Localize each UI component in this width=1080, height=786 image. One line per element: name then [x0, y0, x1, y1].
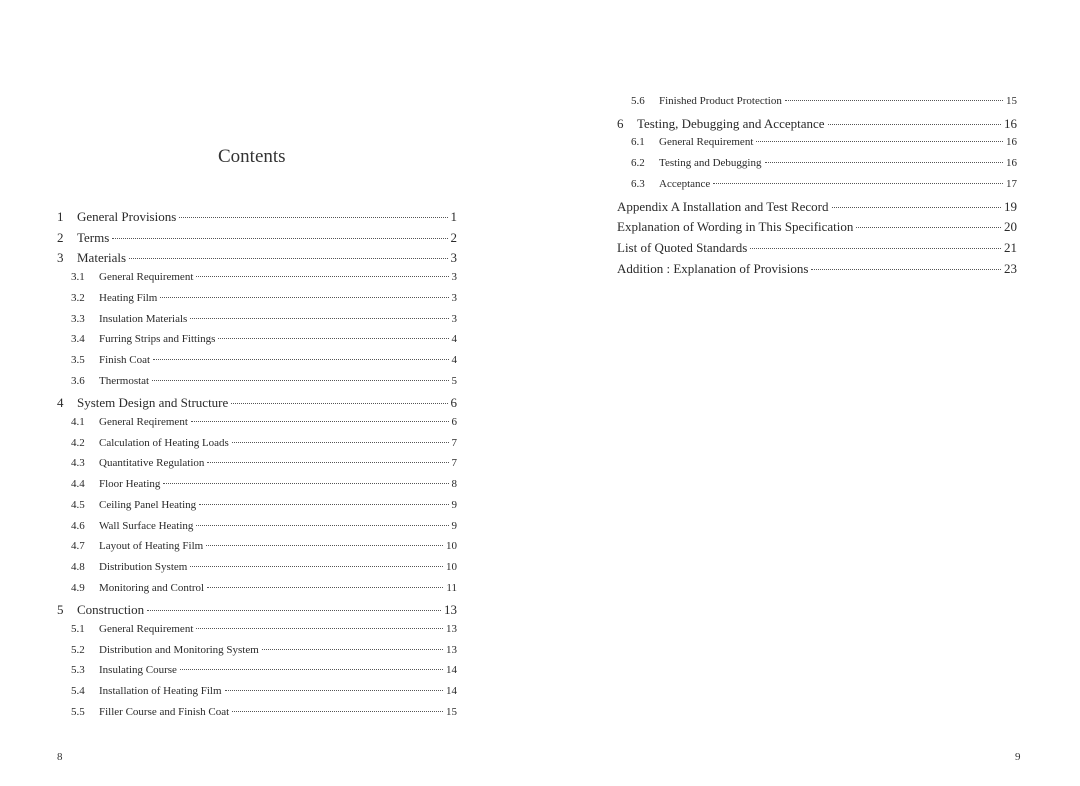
toc-entry	[617, 240, 1017, 256]
toc-entry-title: Explanation of Wording in This Specification	[617, 219, 854, 235]
toc-leader-dots	[163, 483, 448, 484]
toc-entry-page: 21	[1004, 239, 1017, 255]
toc-entry-title: General Requirement	[99, 623, 194, 635]
toc-entry	[617, 136, 1017, 148]
toc-entry-title: Distribution and Monitoring System	[99, 643, 259, 656]
toc-entry-number: 5.4	[71, 685, 85, 698]
toc-leader-dots	[147, 610, 441, 611]
toc-entry-page: 3	[451, 271, 457, 284]
toc-entry	[57, 209, 457, 225]
toc-entry-number: 3.5	[71, 353, 85, 366]
toc-entry	[57, 375, 457, 387]
toc-entry-page: 4	[451, 353, 457, 366]
toc-left	[57, 0, 457, 786]
toc-entry	[57, 271, 457, 283]
toc-entry-title: Monitoring and Control	[99, 581, 205, 594]
toc-entry-page: 3	[451, 312, 457, 325]
toc-entry-title: Furring Strips and Fittings	[99, 333, 216, 346]
toc-leader-dots	[232, 442, 449, 443]
toc-entry-title: Materials	[77, 250, 127, 266]
toc-entry	[57, 313, 457, 325]
toc-entry-number: 3.1	[71, 271, 85, 284]
toc-entry	[617, 261, 1017, 277]
toc-leader-dots	[153, 359, 448, 360]
toc-leader-dots	[196, 628, 443, 629]
toc-leader-dots	[112, 238, 447, 239]
toc-entry-title: General Reqirement	[99, 416, 188, 428]
toc-leader-dots	[750, 248, 1001, 249]
toc-leader-dots	[811, 269, 1001, 270]
toc-entry-number: 4.6	[71, 519, 85, 532]
toc-entry-title: Wall Surface Heating	[99, 519, 194, 532]
toc-entry	[57, 230, 457, 246]
toc-entry-title: Testing, Debugging and Acceptance	[637, 115, 825, 131]
toc-entry-number: 3.2	[71, 291, 85, 304]
toc-leader-dots	[207, 587, 443, 588]
toc-entry	[57, 250, 457, 266]
toc-entry-page: 7	[451, 457, 457, 470]
toc-entry-number: 5.3	[71, 664, 85, 677]
toc-entry	[57, 478, 457, 490]
toc-entry-number: 4.7	[71, 540, 85, 553]
toc-entry-page: 14	[446, 664, 457, 677]
toc-entry-number: 4.5	[71, 498, 85, 511]
toc-leader-dots	[785, 100, 1003, 101]
toc-entry-title: Testing and Debugging	[659, 157, 762, 170]
toc-entry-title: Calculation of Heating Loads	[99, 436, 229, 449]
toc-entry-page: 7	[451, 436, 457, 449]
toc-leader-dots	[218, 338, 448, 339]
toc-entry-number: 2	[57, 229, 64, 245]
toc-entry-number: 4	[57, 395, 64, 411]
toc-entry-title: Finish Coat	[99, 353, 151, 366]
toc-entry-page: 10	[446, 560, 457, 573]
toc-leader-dots	[160, 297, 448, 298]
toc-entry-title: Heating Film	[99, 291, 158, 304]
toc-entry-title: Thermostat	[99, 374, 150, 387]
toc-leader-dots	[231, 403, 447, 404]
toc-leader-dots	[832, 207, 1001, 208]
toc-entry	[57, 685, 457, 697]
toc-entry	[57, 354, 457, 366]
toc-entry-page: 8	[451, 478, 457, 491]
toc-entry	[617, 199, 1017, 215]
toc-entry	[57, 664, 457, 676]
toc-entry-number: 5.1	[71, 623, 85, 635]
toc-entry-page: 11	[446, 581, 457, 594]
toc-entry	[57, 333, 457, 345]
toc-leader-dots	[196, 525, 448, 526]
toc-entry	[617, 157, 1017, 169]
toc-entry-title: System Design and Structure	[77, 395, 229, 411]
toc-leader-dots	[196, 276, 448, 277]
toc-entry-page: 6	[451, 416, 457, 428]
toc-leader-dots	[713, 183, 1003, 184]
toc-entry-page: 1	[450, 209, 457, 224]
toc-entry-page: 13	[446, 643, 457, 656]
toc-entry-title: Layout of Heating Film	[99, 540, 204, 553]
toc-entry	[57, 457, 457, 469]
toc-entry-number: 3.4	[71, 333, 85, 346]
toc-entry	[57, 706, 457, 718]
toc-leader-dots	[190, 566, 443, 567]
toc-entry-title: Addition : Explanation of Provisions	[617, 260, 809, 276]
toc-entry-title: Finished Product Protection	[659, 95, 782, 107]
toc-leader-dots	[129, 258, 447, 259]
toc-entry-page: 3	[451, 291, 457, 304]
toc-entry-number: 1	[57, 209, 64, 224]
toc-entry-number: 4.8	[71, 560, 85, 573]
toc-entry-page: 16	[1004, 115, 1017, 131]
toc-entry	[57, 561, 457, 573]
toc-entry-title: General Requirement	[99, 271, 194, 284]
toc-entry	[57, 292, 457, 304]
toc-leader-dots	[191, 421, 449, 422]
toc-leader-dots	[828, 124, 1001, 125]
toc-entry-title: Insulation Materials	[99, 312, 188, 325]
toc-entry-title: Ceiling Panel Heating	[99, 498, 197, 511]
toc-entry	[617, 219, 1017, 235]
toc-entry-number: 6.2	[631, 157, 645, 170]
toc-entry-title: List of Quoted Standards	[617, 239, 748, 255]
toc-entry-page: 2	[450, 229, 457, 245]
toc-entry-title: Floor Heating	[99, 478, 161, 491]
toc-entry-title: Acceptance	[659, 177, 711, 190]
toc-entry-number: 5.6	[631, 95, 645, 107]
toc-entry-page: 23	[1004, 260, 1017, 276]
toc-entry-page: 15	[446, 705, 457, 718]
toc-entry-title: Installation of Heating Film	[99, 685, 222, 698]
toc-entry-page: 3	[450, 250, 457, 266]
contents-heading: Contents	[218, 146, 286, 167]
toc-entry	[57, 395, 457, 411]
toc-entry-title: Appendix A Installation and Test Record	[617, 198, 829, 214]
toc-entry	[57, 437, 457, 449]
toc-entry-number: 3.6	[71, 374, 85, 387]
toc-entry	[57, 416, 457, 428]
toc-leader-dots	[207, 462, 448, 463]
toc-leader-dots	[190, 318, 448, 319]
toc-entry-page: 16	[1006, 136, 1017, 149]
toc-entry-number: 4.1	[71, 416, 85, 428]
toc-entry-page: 15	[1006, 95, 1017, 107]
toc-leader-dots	[180, 669, 443, 670]
toc-entry-number: 4.2	[71, 436, 85, 449]
toc-entry	[617, 95, 1017, 107]
toc-entry-page: 4	[451, 333, 457, 346]
toc-entry-number: 4.4	[71, 478, 85, 491]
toc-entry-page: 20	[1004, 219, 1017, 235]
toc-entry	[57, 644, 457, 656]
toc-entry-title: Construction	[77, 602, 145, 618]
toc-entry-title: Quantitative Regulation	[99, 457, 205, 470]
toc-entry-page: 5	[451, 374, 457, 387]
toc-entry-page: 9	[451, 519, 457, 532]
toc-leader-dots	[765, 162, 1004, 163]
toc-entry-page: 9	[451, 498, 457, 511]
toc-leader-dots	[225, 690, 443, 691]
toc-entry-title: General Provisions	[77, 209, 177, 224]
toc-entry-number: 6.3	[631, 177, 645, 190]
toc-entry	[57, 582, 457, 594]
toc-leader-dots	[232, 711, 443, 712]
toc-entry-title: Filler Course and Finish Coat	[99, 705, 230, 718]
toc-entry-page: 16	[1006, 157, 1017, 170]
toc-entry-page: 13	[446, 623, 457, 635]
toc-entry-title: Insulating Course	[99, 664, 177, 677]
toc-entry	[617, 116, 1017, 132]
toc-entry-page: 10	[446, 540, 457, 553]
toc-entry-number: 4.9	[71, 581, 85, 594]
toc-entry-number: 5.5	[71, 705, 85, 718]
page-number-left: 8	[57, 751, 63, 763]
toc-leader-dots	[756, 141, 1003, 142]
toc-entry	[57, 623, 457, 635]
toc-leader-dots	[152, 380, 448, 381]
toc-leader-dots	[856, 227, 1001, 228]
toc-leader-dots	[179, 217, 447, 218]
toc-entry-number: 5.2	[71, 643, 85, 656]
right-page	[540, 0, 1080, 786]
toc-entry-page: 19	[1004, 198, 1017, 214]
toc-entry	[57, 520, 457, 532]
toc-entry	[57, 540, 457, 552]
toc-entry-number: 4.3	[71, 457, 85, 470]
toc-leader-dots	[199, 504, 448, 505]
toc-entry-title: Terms	[77, 229, 110, 245]
toc-entry-number: 3.3	[71, 312, 85, 325]
toc-entry-page: 17	[1006, 177, 1017, 190]
toc-entry-number: 5	[57, 602, 64, 618]
toc-leader-dots	[262, 649, 443, 650]
toc-entry	[617, 178, 1017, 190]
toc-entry	[57, 499, 457, 511]
toc-entry-title: General Requirement	[659, 136, 754, 149]
toc-entry-number: 6.1	[631, 136, 645, 149]
toc-entry-page: 6	[450, 395, 457, 411]
toc-entry-number: 3	[57, 250, 64, 266]
page-number-right: 9	[1015, 751, 1021, 763]
toc-entry-page: 14	[446, 685, 457, 698]
toc-entry-page: 13	[444, 602, 457, 618]
toc-entry-number: 6	[617, 115, 624, 131]
toc-entry	[57, 602, 457, 618]
toc-entry-title: Distribution System	[99, 560, 188, 573]
toc-leader-dots	[206, 545, 443, 546]
toc-right	[617, 0, 1017, 786]
